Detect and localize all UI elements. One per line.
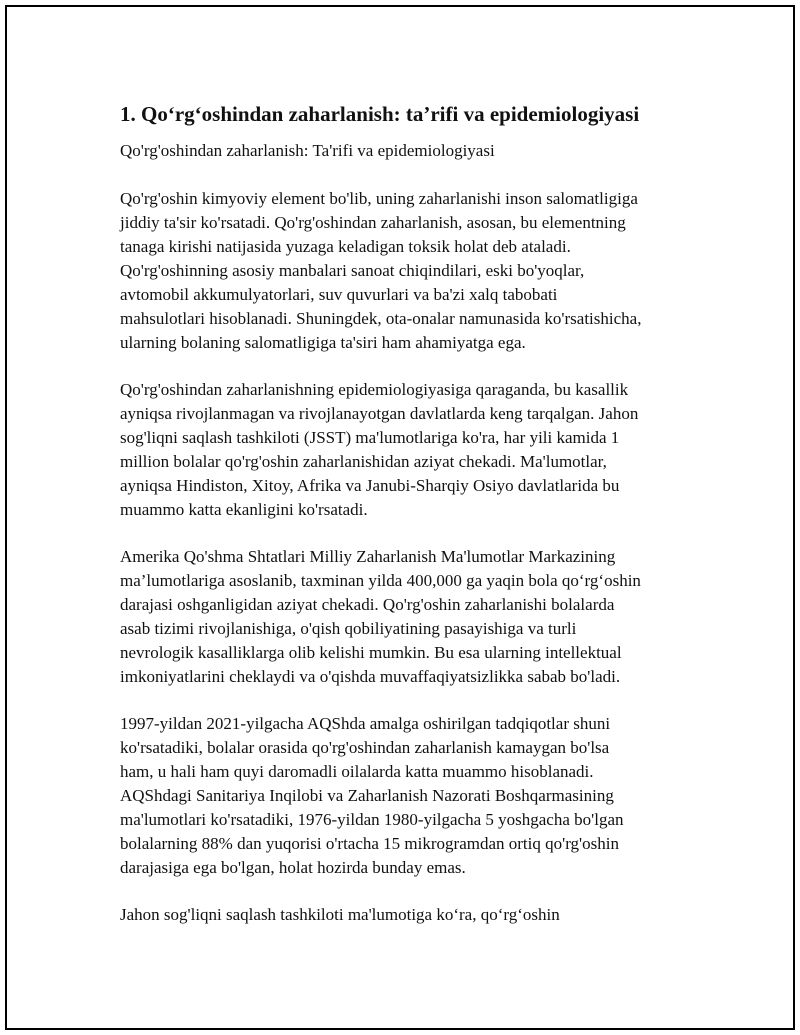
paragraph-line: jiddiy ta'sir ko'rsatadi. Qo'rg'oshindan zaharlanish, asosan, bu elementning — [120, 213, 626, 232]
paragraph-line: avtomobil akkumulyatorlari, suv quvurlari va ba'zi xalq tabobati — [120, 285, 558, 304]
paragraph-line: sog'liqni saqlash tashkiloti (JSST) ma'lumotlariga ko'ra, har yili kamida 1 — [120, 428, 620, 447]
paragraph-line: darajasi oshganligidan aziyat chekadi. Qo'rg'oshin zaharlanishi bolalarda — [120, 595, 615, 614]
paragraph-line: million bolalar qo'rg'oshin zaharlanishidan aziyat chekadi. Ma'lumotlar, — [120, 452, 607, 471]
page-frame — [5, 5, 795, 1030]
paragraph-line: ularning bolaning salomatligiga ta'siri ham ahamiyatga ega. — [120, 333, 526, 352]
paragraph-epidemiology — [120, 378, 705, 522]
paragraph-line: Qo'rg'oshinning asosiy manbalari sanoat chiqindilari, eski bo'yoqlar, — [120, 261, 585, 280]
paragraph-definition — [120, 187, 705, 355]
paragraph-who — [120, 903, 705, 927]
paragraph-line: ko'rsatadiki, bolalar orasida qo'rg'oshindan zaharlanish kamaygan bo'lsa — [120, 738, 610, 757]
paragraph-usa-data — [120, 545, 705, 689]
paragraph-line: ayniqsa rivojlanmagan va rivojlanayotgan davlatlarda keng tarqalgan. Jahon — [120, 404, 639, 423]
paragraph-line: mahsulotlari hisoblanadi. Shuningdek, ota-onalar namunasida ko'rsatishicha, — [120, 309, 642, 328]
paragraph-line: Jahon sog'liqni saqlash tashkiloti ma'lumotiga ko‘ra, qo‘rg‘oshin — [120, 905, 560, 924]
paragraph-line: darajasiga ega bo'lgan, holat hozirda bunday emas. — [120, 858, 466, 877]
paragraph-line: Amerika Qo'shma Shtatlari Milliy Zaharlanish Ma'lumotlar Markazining — [120, 547, 616, 566]
paragraph-line: Qo'rg'oshindan zaharlanishning epidemiologiyasiga qaraganda, bu kasallik — [120, 380, 629, 399]
paragraph-line: tanaga kirishi natijasida yuzaga keladigan toksik holat deb ataladi. — [120, 237, 571, 256]
paragraph-line: ma’lumotlariga asoslanib, taxminan yilda 400,000 ga yaqin bola qo‘rg‘oshin — [120, 571, 641, 590]
section-subtitle: Qo'rg'oshindan zaharlanish: Ta'rifi va epidemiologiyasi — [120, 141, 495, 160]
section-heading: 1. Qo‘rg‘oshindan zaharlanish: ta’rifi va epidemiologiyasi — [120, 102, 640, 126]
paragraph-line: imkoniyatlarini cheklaydi va o'qishda muvaffaqiyatsizlikka sabab bo'ladi. — [120, 667, 621, 686]
paragraph-line: muammo katta ekanligini ko'rsatadi. — [120, 500, 368, 519]
paragraph-line: AQShdagi Sanitariya Inqilobi va Zaharlanish Nazorati Boshqarmasining — [120, 786, 614, 805]
paragraph-line: ayniqsa Hindiston, Xitoy, Afrika va Janubi-Sharqiy Osiyo davlatlarida bu — [120, 476, 620, 495]
paragraph-line: ma'lumotlari ko'rsatadiki, 1976-yildan 1980-yilgacha 5 yoshgacha bo'lgan — [120, 810, 624, 829]
paragraph-line: ham, u hali ham quyi daromadli oilalarda katta muammo hisoblanadi. — [120, 762, 594, 781]
paragraph-line: Qo'rg'oshin kimyoviy element bo'lib, uning zaharlanishi inson salomatligiga — [120, 189, 638, 208]
paragraph-line: nevrologik kasalliklarga olib kelishi mumkin. Bu esa ularning intellektual — [120, 643, 622, 662]
paragraph-line: asab tizimi rivojlanishiga, o'qish qobiliyatining pasayishiga va turli — [120, 619, 577, 638]
document-body — [120, 101, 705, 950]
paragraph-research — [120, 712, 705, 880]
paragraph-line: 1997-yildan 2021-yilgacha AQShda amalga oshirilgan tadqiqotlar shuni — [120, 714, 611, 733]
paragraph-line: bolalarning 88% dan yuqorisi o'rtacha 15 mikrogramdan ortiq qo'rg'oshin — [120, 834, 619, 853]
